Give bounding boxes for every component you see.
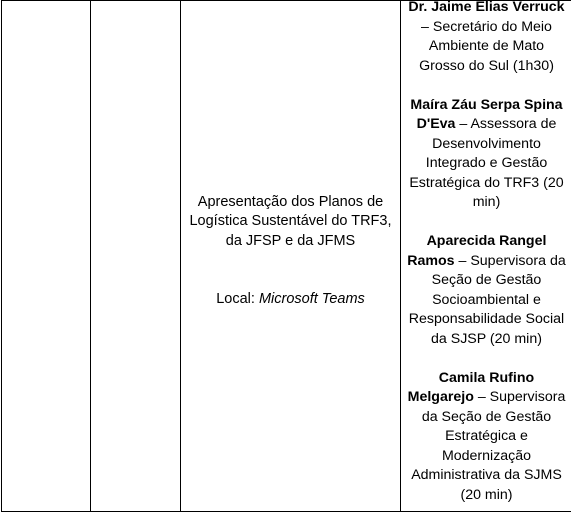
speaker-name: Maíra Záu Serpa Spina D'Eva (410, 96, 563, 132)
speaker-item (405, 0, 568, 76)
speaker-name: Dr. Jaime Elias Verruck (408, 0, 565, 15)
speaker-role: – Assessora de Desenvolvimento Integrado e Gestão Estratégica do TRF3 (20 min) (409, 116, 564, 210)
empty-cell-second (91, 1, 181, 512)
event-location-value: Microsoft Teams (258, 291, 365, 307)
speaker-list (401, 0, 571, 505)
event-location (185, 290, 396, 310)
speaker-item (405, 232, 568, 349)
table-row (2, 1, 571, 512)
event-block (181, 193, 400, 310)
speaker-role: – Secretário do Meio Ambiente de Mato Grosso do Sul (1h30) (419, 18, 554, 74)
speaker-role: – Supervisora da Seção de Gestão Estratégica e Modernização Administrativa da SJMS (20 min) (411, 389, 566, 503)
speakers-cell (401, 1, 571, 512)
speaker-role: – Supervisora da Seção de Gestão Socioambiental e Responsabilidade Social da SJSP (20 min) (408, 252, 566, 347)
event-title: Apresentação dos Planos de Logística Sustentável do TRF3, da JFSP e da JFMS (189, 193, 392, 249)
schedule-table (1, 0, 571, 512)
event-cell (181, 1, 401, 512)
speaker-name: Camila Rufino Melgarejo (407, 369, 535, 405)
speaker-item (405, 369, 568, 506)
event-location-label: Local: (216, 291, 259, 307)
speaker-item (405, 96, 568, 213)
speaker-name: Aparecida Rangel Ramos (407, 233, 547, 269)
empty-cell-first (2, 1, 91, 512)
